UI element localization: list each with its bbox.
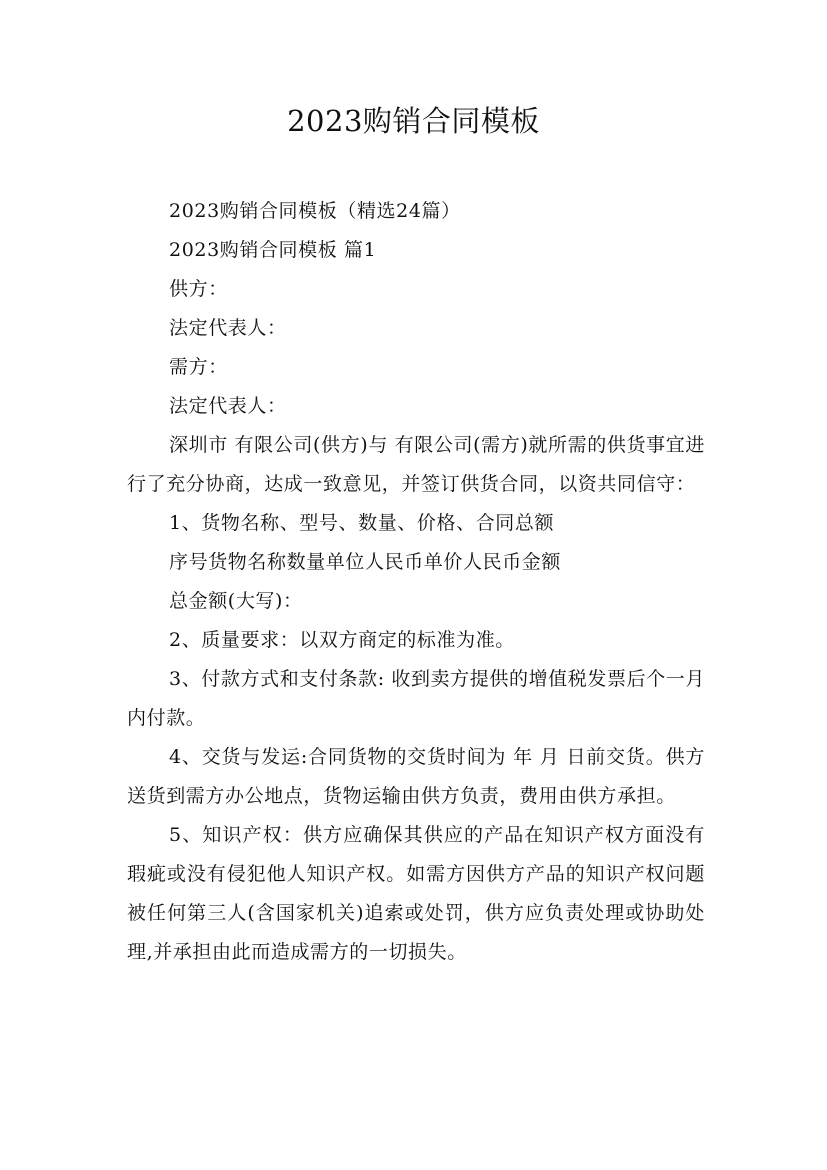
paragraph-preamble: 深圳市 有限公司(供方)与 有限公司(需方)就所需的供货事宜进行了充分协商，达成一致意见，并签订供货合同，以资共同信守： [127,434,705,495]
paragraph-clause-2: 2、质量要求：以双方商定的标准为准。 [169,629,515,651]
paragraph-subtitle: 2023购销合同模板（精选24篇） [169,200,461,222]
document-title: 2023购销合同模板 [287,104,540,138]
paragraph-supplier-representative: 法定代表人： [169,317,287,339]
paragraph-buyer: 需方： [169,356,228,378]
paragraph-clause-5: 5、知识产权：供方应确保其供应的产品在知识产权方面没有瑕疵或没有侵犯他人知识产权。如需方因供方产品的知识产权问题被任何第三人(含国家机关)追索或处罚，供方应负责处理或协助处理,并承担由此而造成需方的一切损失。 [127,824,705,963]
paragraph-buyer-representative: 法定代表人： [169,395,287,417]
paragraph-clause-4: 4、交货与发运:合同货物的交货时间为 年 月 日前交货。供方送货到需方办公地点，货物运输由供方负责，费用由供方承担。 [127,746,705,807]
paragraph-total-amount: 总金额(大写)： [169,590,303,612]
paragraph-clause-1: 1、货物名称、型号、数量、价格、合同总额 [169,512,555,534]
paragraph-section-heading: 2023购销合同模板 篇1 [169,239,377,261]
paragraph-clause-3: 3、付款方式和支付条款: 收到卖方提供的增值税发票后个一月内付款。 [127,668,705,729]
paragraph-table-header: 序号货物名称数量单位人民币单价人民币金额 [169,551,562,573]
document-body [127,192,705,972]
paragraph-supplier: 供方： [169,278,228,300]
